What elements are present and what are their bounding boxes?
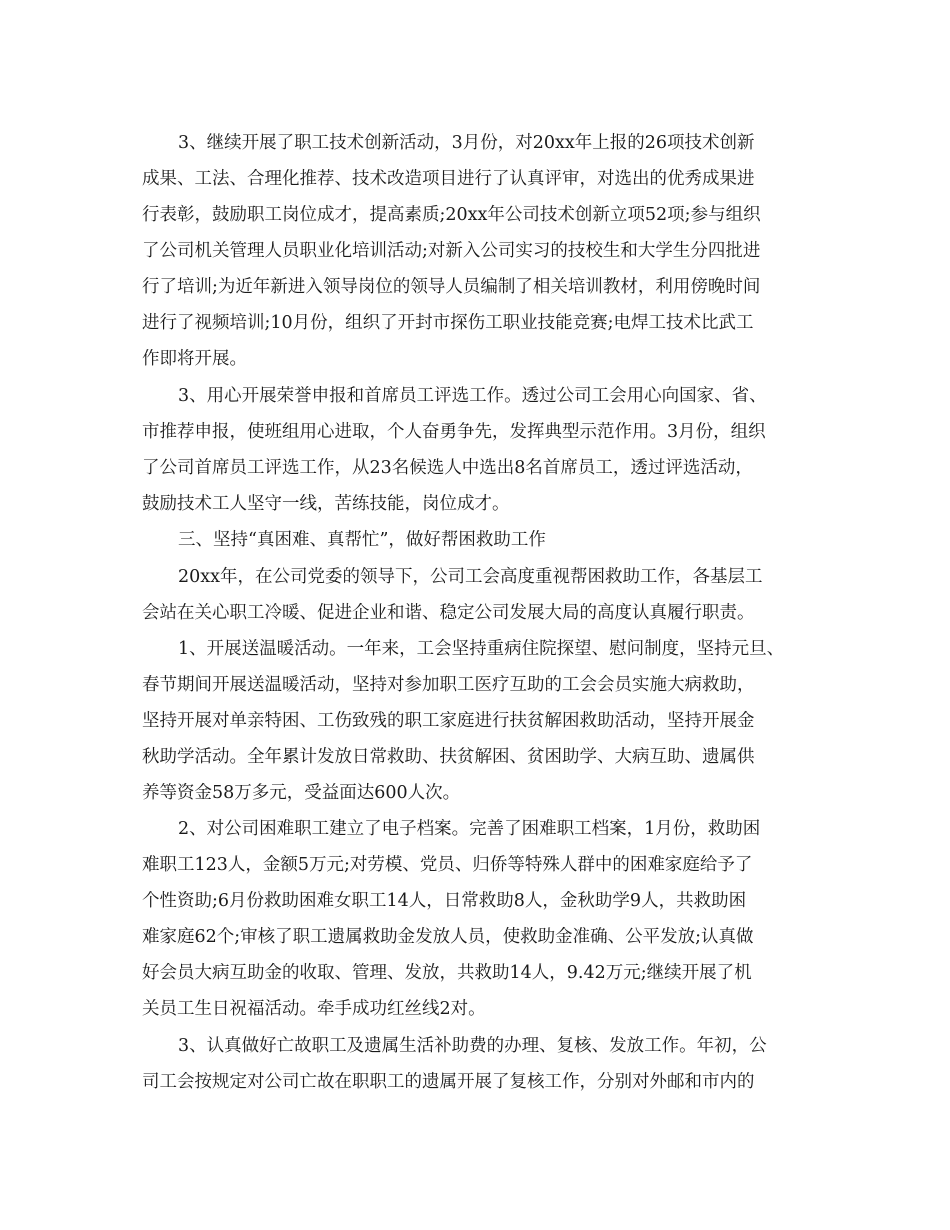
- text-line: 难职工123人，金额5万元;对劳模、党员、归侨等特殊人群中的困难家庭给予了: [142, 855, 753, 875]
- text-line: 行表彰，鼓励职工岗位成才，提高素质;20xx年公司技术创新立项52项;参与组织: [142, 205, 761, 225]
- text-line: 会站在关心职工冷暖、促进企业和谐、稳定公司发展大局的高度认真履行职责。: [142, 603, 755, 623]
- text-line: 了公司首席员工评选工作，从23名候选人中选出8名首席员工，透过评选活动，: [142, 458, 753, 478]
- text-line: 1、开展送温暖活动。一年来，工会坚持重病住院探望、慰问制度，坚持元旦、: [178, 639, 785, 659]
- text-line: 鼓励技术工人坚守一线，苦练技能，岗位成才。: [142, 494, 510, 514]
- section-heading: 三、坚持“真困难、真帮忙”，做好帮困救助工作: [178, 530, 546, 550]
- text-line: 司工会按规定对公司亡故在职职工的遗属开展了复核工作，分别对外邮和市内的: [142, 1072, 755, 1092]
- text-line: 3、认真做好亡故职工及遗属生活补助费的办理、复核、发放工作。年初，公: [178, 1036, 767, 1056]
- text-line: 3、用心开展荣誉申报和首席员工评选工作。透过公司工会用心向国家、省、: [178, 386, 767, 406]
- text-line: 关员工生日祝福活动。牵手成功红丝线2对。: [142, 999, 486, 1019]
- text-line: 好会员大病互助金的收取、管理、发放，共救助14人，9.42万元;继续开展了机: [142, 963, 752, 983]
- text-line: 个性资助;6月份救助困难女职工14人，日常救助8人，金秋助学9人，共救助困: [142, 891, 747, 911]
- text-line: 进行了视频培训;10月份，组织了开封市探伤工职业技能竞赛;电焊工技术比武工: [142, 313, 754, 333]
- text-line: 养等资金58万多元，受益面达600人次。: [142, 783, 461, 803]
- text-line: 行了培训;为近年新进入领导岗位的领导人员编制了相关培训教材，利用傍晚时间: [142, 277, 761, 297]
- text-line: 了公司机关管理人员职业化培训活动;对新入公司实习的技校生和大学生分四批进: [142, 241, 761, 261]
- text-line: 作即将开展。: [142, 349, 247, 369]
- text-line: 市推荐申报，使班组用心进取，个人奋勇争先，发挥典型示范作用。3月份，组织: [142, 422, 766, 442]
- text-line: 3、继续开展了职工技术创新活动，3月份，对20xx年上报的26项技术创新: [178, 133, 755, 153]
- text-line: 成果、工法、合理化推荐、技术改造项目进行了认真评审，对选出的优秀成果进: [142, 169, 755, 189]
- text-line: 秋助学活动。全年累计发放日常救助、扶贫解困、贫困助学、大病互助、遗属供: [142, 747, 755, 767]
- text-line: 2、对公司困难职工建立了电子档案。完善了困难职工档案，1月份，救助困: [178, 819, 761, 839]
- text-line: 春节期间开展送温暖活动，坚持对参加职工医疗互助的工会会员实施大病救助，: [142, 675, 755, 695]
- text-line: 坚持开展对单亲特困、工伤致残的职工家庭进行扶贫解困救助活动，坚持开展金: [142, 711, 755, 731]
- text-line: 20xx年，在公司党委的领导下，公司工会高度重视帮困救助工作，各基层工: [178, 567, 763, 587]
- text-line: 难家庭62个;审核了职工遗属救助金发放人员，使救助金准确、公平发放;认真做: [142, 927, 754, 947]
